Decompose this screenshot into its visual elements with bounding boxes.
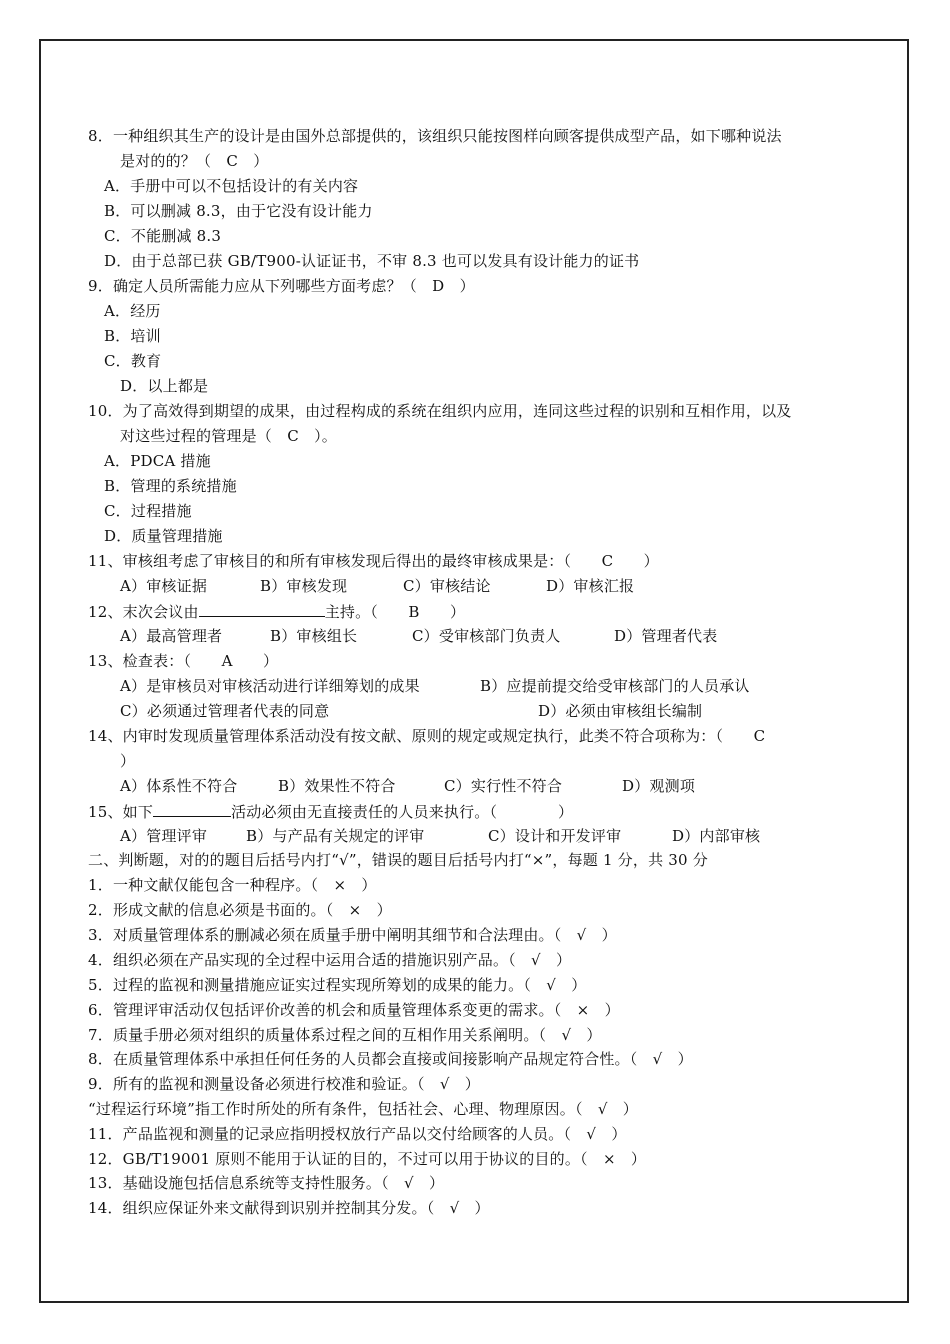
tf-item: “过程运行环境”指工作时所处的所有条件，包括社会、心理、物理原因。（ √ ） (88, 1100, 638, 1118)
q10-option-c: C．过程措施 (104, 502, 192, 520)
q15-stem-after: 活动必须由无直接责任的人员来执行。（ ） (231, 803, 574, 821)
tf-item: 5．过程的监视和测量措施应证实过程实现所筹划的成果的能力。（ √ ） (88, 976, 587, 994)
q13-stem: 13、检查表：（ A ） (88, 652, 279, 670)
q12-option-c: C）受审核部门负责人 (412, 627, 561, 645)
q10-option-b: B．管理的系统措施 (104, 477, 237, 495)
q14-option-d: D）观测项 (622, 777, 696, 795)
q9-option-c: C．教育 (104, 352, 162, 370)
q12-stem-before: 12、末次会议由 (88, 603, 199, 621)
tf-item: 6．管理评审活动仅包括评价改善的机会和质量管理体系变更的需求。（ × ） (88, 1001, 620, 1019)
q10-option-d: D．质量管理措施 (104, 527, 223, 545)
q15-stem-before: 15、如下 (88, 803, 154, 821)
q14-option-b: B）效果性不符合 (278, 777, 396, 795)
q12-stem-after: 主持。（ B ） (324, 603, 466, 621)
q14-option-a: A）体系性不符合 (120, 777, 238, 795)
q15-option-a: A）管理评审 (120, 827, 208, 845)
q11-option-c: C）审核结论 (403, 577, 491, 595)
q13-option-b: B）应提前提交给受审核部门的人员承认 (480, 677, 750, 695)
q12-option-b: B）审核组长 (270, 627, 358, 645)
q8-option-d: D．由于总部已获 GB/T900-认证证书，不审 8.3 也可以发具有设计能力的证书 (104, 252, 640, 270)
tf-item: 3．对质量管理体系的删减必须在质量手册中阐明其细节和合法理由。（ √ ） (88, 926, 617, 944)
q10-option-a: A．PDCA 措施 (104, 452, 211, 470)
q12-option-a: A）最高管理者 (120, 627, 223, 645)
q13-option-a: A）是审核员对审核活动进行详细筹划的成果 (120, 677, 420, 695)
tf-item: 1．一种文献仅能包含一种程序。（ × ） (88, 876, 377, 894)
tf-item: 7．质量手册必须对组织的质量体系过程之间的互相作用关系阐明。（ √ ） (88, 1026, 602, 1044)
q8-option-c: C．不能删减 8.3 (104, 227, 222, 245)
tf-item: 4．组织必须在产品实现的全过程中运用合适的措施识别产品。（ √ ） (88, 951, 572, 969)
q14-stem: 14、内审时发现质量管理体系活动没有按文献、原则的规定或规定执行，此类不符合项称为：（ C (88, 727, 766, 745)
q11-option-d: D）审核汇报 (546, 577, 635, 595)
tf-item: 2．形成文献的信息必须是书面的。（ × ） (88, 901, 392, 919)
q11-option-b: B）审核发现 (260, 577, 348, 595)
q12-stem (88, 601, 465, 622)
section2-heading: 二、判断题，对的的题目后括号内打“√”，错误的题目后括号内打“×”，每题 1 分，共 30 分 (88, 851, 708, 869)
q8-stem-line2: 是对的的？（ C ） (120, 152, 269, 170)
q8-stem-line1: 8．一种组织其生产的设计是由国外总部提供的，该组织只能按图样向顾客提供成型产品，如下哪种说法 (88, 127, 782, 145)
q13-option-c: C）必须通过管理者代表的同意 (120, 702, 330, 720)
q9-stem: 9．确定人员所需能力应从下列哪些方面考虑？（ D ） (88, 277, 475, 295)
q10-stem-line2: 对这些过程的管理是（ C ）。 (120, 427, 337, 445)
q12-option-d: D）管理者代表 (614, 627, 718, 645)
q15-option-c: C）设计和开发评审 (488, 827, 622, 845)
q13-option-d: D）必须由审核组长编制 (538, 702, 703, 720)
tf-item: 12．GB/T19001 原则不能用于认证的目的，不过可以用于协议的目的。（ × ） (88, 1150, 647, 1168)
q10-stem-line1: 10．为了高效得到期望的成果，由过程构成的系统在组织内应用，连同这些过程的识别和互相作用，以及 (88, 402, 792, 420)
tf-item: 13．基础设施包括信息系统等支持性服务。（ √ ） (88, 1174, 445, 1192)
q11-stem: 11、审核组考虑了审核目的和所有审核发现后得出的最终审核成果是：（ C ） (88, 552, 659, 570)
q14-option-c: C）实行性不符合 (444, 777, 563, 795)
q9-option-d: D．以上都是 (120, 377, 209, 395)
q14-stem-end: ） (120, 752, 136, 770)
q12-fill-blank (199, 601, 325, 617)
q15-option-b: B）与产品有关规定的评审 (246, 827, 425, 845)
q15-option-d: D）内部审核 (672, 827, 761, 845)
q8-option-b: B．可以删减 8.3，由于它没有设计能力 (104, 202, 373, 220)
q15-stem (88, 801, 573, 822)
q9-option-b: B．培训 (104, 327, 161, 345)
q15-fill-blank (153, 801, 231, 817)
tf-item: 11．产品监视和测量的记录应指明授权放行产品以交付给顾客的人员。（ √ ） (88, 1125, 627, 1143)
tf-item: 9．所有的监视和测量设备必须进行校准和验证。（ √ ） (88, 1075, 481, 1093)
q11-option-a: A）审核证据 (120, 577, 208, 595)
tf-item: 14．组织应保证外来文献得到识别并控制其分发。（ √ ） (88, 1199, 490, 1217)
q9-option-a: A．经历 (104, 302, 161, 320)
tf-item: 8．在质量管理体系中承担任何任务的人员都会直接或间接影响产品规定符合性。（ √ ） (88, 1050, 693, 1068)
q8-option-a: A．手册中可以不包括设计的有关内容 (104, 177, 359, 195)
